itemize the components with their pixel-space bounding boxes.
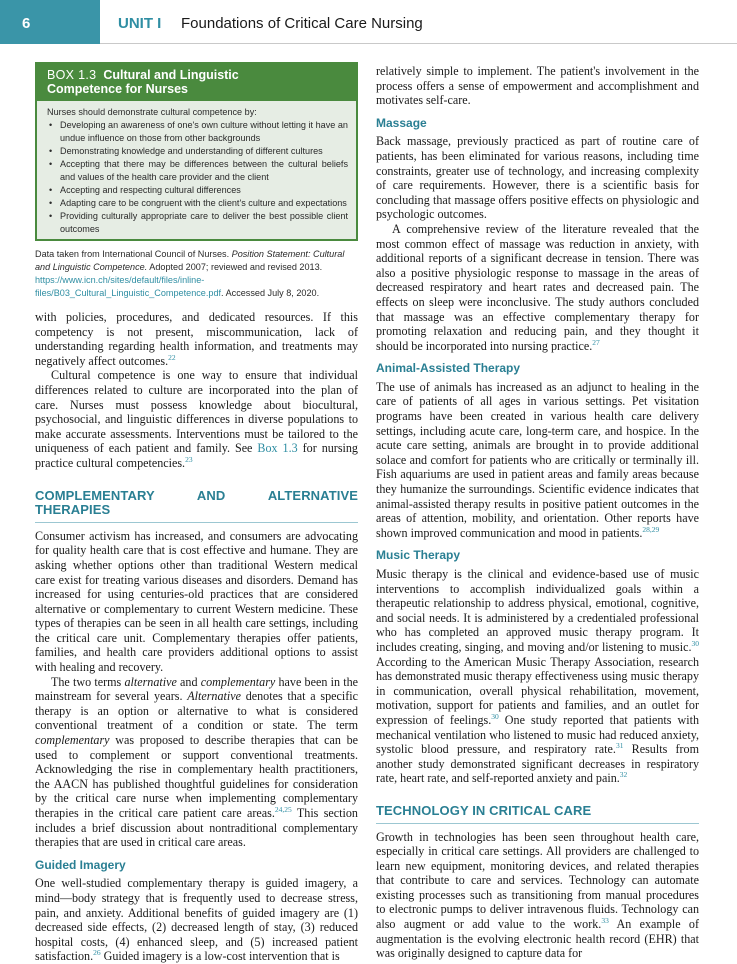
box-label: BOX 1.3 [47, 68, 97, 82]
page-number-tab [0, 0, 100, 44]
paragraph [35, 368, 358, 470]
source-text: . Accessed July 8, 2020. [221, 288, 320, 298]
text: Results from another study demonstrated significant decreases in respiratory rate, heart rate, and self-reported anxiety and pain. [376, 742, 700, 786]
box-list-item: • Accepting that there may be differences between the cultural beliefs and values of the health care provider and the client [60, 158, 348, 184]
subheading-guided-imagery: Guided Imagery [35, 857, 126, 872]
citation[interactable]: 22 [168, 352, 176, 362]
right-column [376, 64, 699, 961]
box-title [37, 64, 356, 101]
box-1-3-link[interactable]: Box 1.3 [257, 441, 298, 456]
source-text: Adopted 2007; reviewed and revised 2013. [147, 262, 323, 272]
text: and [176, 674, 201, 689]
unit-label: UNIT I [118, 15, 162, 32]
box-list-item: • Developing an awareness of one's own culture without letting it have an undue influence on those from other backgrounds [60, 119, 348, 145]
citation[interactable]: 33 [601, 916, 609, 926]
box-title-line2: Competence for Nurses [47, 82, 189, 96]
box-1-3 [35, 62, 358, 241]
citation[interactable]: 30 [491, 711, 499, 721]
term: complementary [35, 733, 110, 748]
box-title-line1: Cultural and Linguistic [103, 68, 239, 82]
text: According to the American Music Therapy Association, research has demonstrated music therapy effectiveness using music therapy in communication, overall physical rehabilitation, movement, motivation, support for patients and families, and an outlet for expression of feelings. [376, 654, 699, 727]
box-list-item: • Demonstrating knowledge and understanding of different cultures [60, 145, 348, 158]
paragraph [35, 310, 358, 368]
text: Music therapy is the clinical and evidence-based use of music interventions to accomplish individualized goals within a therapeutic relationship to address physical, emotional, cognitive, and social needs. It is administered by a credentialed professional who has completed an approved music therapy program. It includes creating, singing, and moving and/or listening to music. [376, 567, 699, 654]
section-heading-complementary: COMPLEMENTARY AND ALTERNATIVE THERAPIES [35, 489, 358, 523]
paragraph [376, 830, 699, 961]
citation[interactable]: 30 [691, 638, 699, 648]
text: A comprehensive review of the literature revealed that the most common effect of massage was reduction in anxiety, with additional reports of a significant decrease in tension. There was also a positive physiologic response to massage in the areas of decreased respiratory and heart rates and decreased pain. The effects on sleep were inconclusive. The study authors concluded that massage was an effective complementary therapy for promoting relaxation and reducing pain, and they thought it should be incorporated into nursing practice. [376, 221, 699, 353]
citation[interactable]: 28,29 [642, 524, 660, 534]
text: One well-studied complementary therapy is guided imagery, a mind—body strategy that is frequently used to decrease stress, pain, and anxiety. Additional benefits of guided imagery are (1) decreased side effects, (2) decreased length of stay, (3) reduced hospital costs, (4) enhanced sleep, and (5) increased patient satisfaction. [35, 876, 358, 964]
text: have been in the mainstream for several years. [35, 674, 358, 704]
box-list-item: • Accepting and respecting cultural differences [60, 184, 348, 197]
subheading-massage: Massage [376, 115, 427, 130]
text: An example of augmentation is the evolving electronic health record (EHR) that was originally designed to capture data for [376, 917, 699, 961]
box-source-note [35, 248, 358, 300]
box-body [37, 101, 356, 239]
text: The two terms [51, 674, 125, 689]
left-column [35, 62, 358, 964]
page-header [0, 0, 737, 44]
paragraph [35, 876, 358, 964]
paragraph: Back massage, previously practiced as part of routine care of patients, has been eliminated for various reasons, including time constraints, greater use of technology, and increasing complexity of care requirements. However, there is a scientific basis for concluding that massage offers positive effects on physiologic and psychologic outcomes. [376, 134, 699, 222]
citation[interactable]: 23 [185, 454, 193, 464]
citation[interactable]: 26 [93, 948, 101, 958]
text: One study reported that patients with mechanical ventilation who listened to music had reduced anxiety, systolic blood pressure, and respiratory rate. [376, 712, 699, 757]
unit-title: Foundations of Critical Care Nursing [181, 15, 423, 32]
paragraph [35, 675, 358, 850]
paragraph [376, 567, 699, 786]
source-link[interactable]: https://www.icn.ch/sites/default/files/inline-files/B03_Cultural_Linguistic_Competence.pdf [35, 275, 222, 298]
term: complementary [200, 674, 276, 689]
subheading-music-therapy: Music Therapy [376, 548, 461, 563]
paragraph: Consumer activism has increased, and consumers are advocating for quality health care that is cost effective and humane. They are asking whether options other than traditional Western medical care exist for treating various diseases and disorders. Demand has increased for using centuries-old practices that are considered alternative or complementary to current Western medicine. These types of therapies can be seen in all health care settings, including the critical care unit. Complementary therapies offer patients, families, and health care providers additional options to assist with healing and recovery. [35, 528, 358, 675]
citation[interactable]: 31 [615, 741, 624, 751]
paragraph [376, 222, 699, 353]
citation[interactable]: 32 [619, 770, 628, 780]
text: with policies, procedures, and dedicated resources. If this competency is not present, miscommunication, lack of understanding regarding health information, and treatments may negatively affect outcomes. [35, 310, 358, 368]
paragraph: relatively simple to implement. The patient's involvement in the process offers a sense of empowerment and accomplishment and motivates self-care. [376, 64, 699, 108]
text: denotes that a specific therapy is an option or alternative to what is considered conventional treatment of a condition or state. The term [35, 689, 358, 733]
source-text: Data taken from International Council of Nurses. [35, 249, 232, 259]
citation[interactable]: 27 [592, 337, 600, 347]
subheading-animal-assisted: Animal-Assisted Therapy [376, 361, 521, 376]
paragraph [376, 380, 699, 541]
source-title: Position Statement: Cultural and Linguistic Competence. [35, 249, 345, 272]
term: alternative [124, 674, 177, 689]
text: for nursing practice cultural competencies. [35, 441, 358, 470]
text: The use of animals has increased as an adjunct to healing in the care of patients of all ages in various settings. Pet visitation programs have been created in various health care delivery settings, including acute care, long-term care, and hospice. In the acute care setting, animals are brought in to provide additional solace and comfort for patients who are critically or terminally ill. Fish aquariums are used in patient areas and family areas because they humanize the surroundings. Scientific evidence indicates that animal-assisted therapy results in positive patient outcomes in the areas of attention, mobility, and orientation. Other reports have shown improved communication and mood in patients. [376, 379, 699, 540]
box-intro: Nurses should demonstrate cultural competence by: [47, 107, 257, 117]
text: This section includes a brief discussion about nontraditional complementary therapies that are used in critical care areas. [35, 806, 358, 850]
header-rule [100, 43, 737, 44]
box-list-item: • Adapting care to be congruent with the client's culture and expectations [60, 197, 348, 210]
box-list [47, 119, 348, 236]
text: was proposed to describe therapies that can be used to complement or support conventional treatments. Acknowledging the rise in complementary health practitioners, the AACN has published thoughtful guidelines for consideration by the critical care nurse when implementing complementary therapies in the critical care patient care areas. [35, 733, 358, 820]
text: Growth in technologies has been seen throughout health care, especially in critical care settings. All providers are challenged to learn new equipment, monitoring devices, and related therapies that contribute to care and services. Technology can automate existing processes such as transitioning from manual procedures to electronic pumps to deliver intravenous fluids. Technology can also augment or add value to the work. [376, 829, 699, 932]
text: Cultural competence is one way to ensure that individual differences related to culture are incorporated into the plan of care. Nurses must possess knowledge about biocultural, psychosocial, and linguistic differences in diverse populations to make accurate assessments. Interventions must be tailored to the uniqueness of each patient and family. See [35, 368, 358, 456]
citation[interactable]: 24,25 [274, 804, 292, 814]
page-number: 6 [22, 15, 31, 32]
text: Guided imagery is a low-cost intervention that is [100, 949, 340, 964]
section-heading-technology: TECHNOLOGY IN CRITICAL CARE [376, 804, 699, 824]
term: Alternative [187, 689, 241, 704]
box-list-item: • Providing culturally appropriate care to deliver the best possible client outcomes [60, 210, 348, 236]
